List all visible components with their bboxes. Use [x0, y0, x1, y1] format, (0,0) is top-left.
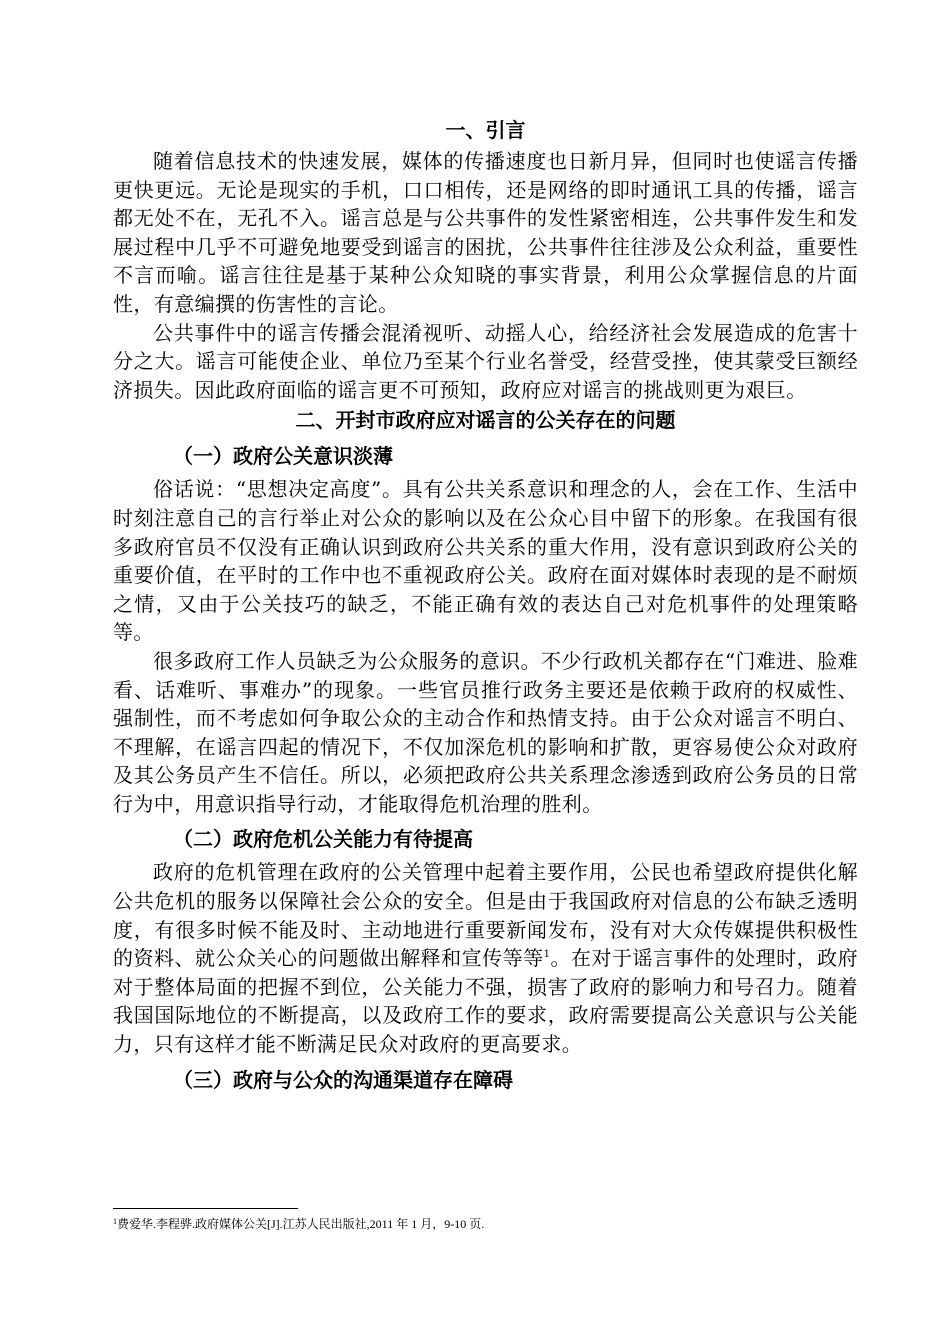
footnote-separator	[113, 1208, 298, 1209]
document-body	[113, 112, 858, 1099]
footnote	[113, 1214, 858, 1232]
subsection-1-paragraph-1: 俗话说：“思想决定高度”。具有公共关系意识和理念的人，会在工作、生活中时刻注意自己的言行举止对公众的影响以及在公众心目中留下的形象。在我国有很多政府官员不仅没有正确认识到政府公共关系的重大作用，没有意识到政府公关的重要价值，在平时的工作中也不重视政府公关。政府在面对媒体时表现的是不耐烦之情，又由于公关技巧的缺乏，不能正确有效的表达自己对危机事件的处理策略等。	[113, 477, 858, 645]
subsection-2-text-after-note: 。在对于谣言事件的处理时，政府对于整体局面的把握不到位，公关能力不强，损害了政府的影响力和号召力。随着我国国际地位的不断提高，以及政府工作的要求，政府需要提高公关意识与公关能力，只有这样才能不断满足民众对政府的更高要求。	[113, 946, 859, 1057]
footnote-reference-mark: 1	[543, 949, 551, 961]
footnote-text: 费爱华.李程骅.政府媒体公关[J].江苏人民出版社,2011 年 1 月，9-10 页.	[117, 1217, 485, 1231]
section-1-paragraph-2: 公共事件中的谣言传播会混淆视听、动摇人心，给经济社会发展造成的危害十分之大。谣言可能使企业、单位乃至某个行业名誉受，经营受挫，使其蒙受巨额经济损失。因此政府面临的谣言更不可预知，政府应对谣言的挑战则更为艰巨。	[113, 320, 858, 402]
subsection-2-text-before-note: 政府的危机管理在政府的公关管理中起着主要作用，公民也希望政府提供化解公共危机的服务以保障社会公众的安全。但是由于我国政府对信息的公布缺乏透明度，有很多时候不能及时、主动地进行重要新闻发布，没有对大众传媒提供积极性的资料、就公众关心的问题做出解释和宣传等等	[113, 860, 858, 971]
subsection-2-heading: （二）政府危机公关能力有待提高	[173, 827, 473, 852]
subsection-1-heading: （一）政府公关意识淡薄	[173, 444, 393, 469]
subsection-3-heading: （三）政府与公众的沟通渠道存在障碍	[173, 1067, 513, 1092]
footnote-mark: 1	[113, 1217, 117, 1226]
subsection-2-paragraph	[113, 858, 858, 1058]
section-1-heading: 一、引言	[445, 118, 526, 142]
section-1-paragraph-1: 随着信息技术的快速发展，媒体的传播速度也日新月异，但同时也使谣言传播更快更远。无论是现实的手机，口口相传，还是网络的即时通讯工具的传播，谣言都无处不在，无孔不入。谣言总是与公共事件的发性紧密相连，公共事件发生和发展过程中几乎不可避免地要受到谣言的困扰，公共事件往往涉及公众利益，重要性不言而喻。谣言往往是基于某种公众知晓的事实背景，利用公众掌握信息的片面性，有意编撰的伤害性的言论。	[113, 149, 858, 316]
section-2-heading: 二、开封市政府应对谣言的公关存在的问题	[295, 408, 676, 433]
subsection-1-paragraph-2: 很多政府工作人员缺乏为公众服务的意识。不少行政机关都存在“门难进、脸难看、话难听、事难办”的现象。一些官员推行政务主要还是依赖于政府的权威性、强制性，而不考虑如何争取公众的主动合作和热情支持。由于公众对谣言不明白、不理解，在谣言四起的情况下，不仅加深危机的影响和扩散，更容易使公众对政府及其公务员产生不信任。所以，必须把政府公共关系理念渗透到政府公务员的日常行为中，用意识指导行动，才能取得危机治理的胜利。	[113, 648, 858, 816]
